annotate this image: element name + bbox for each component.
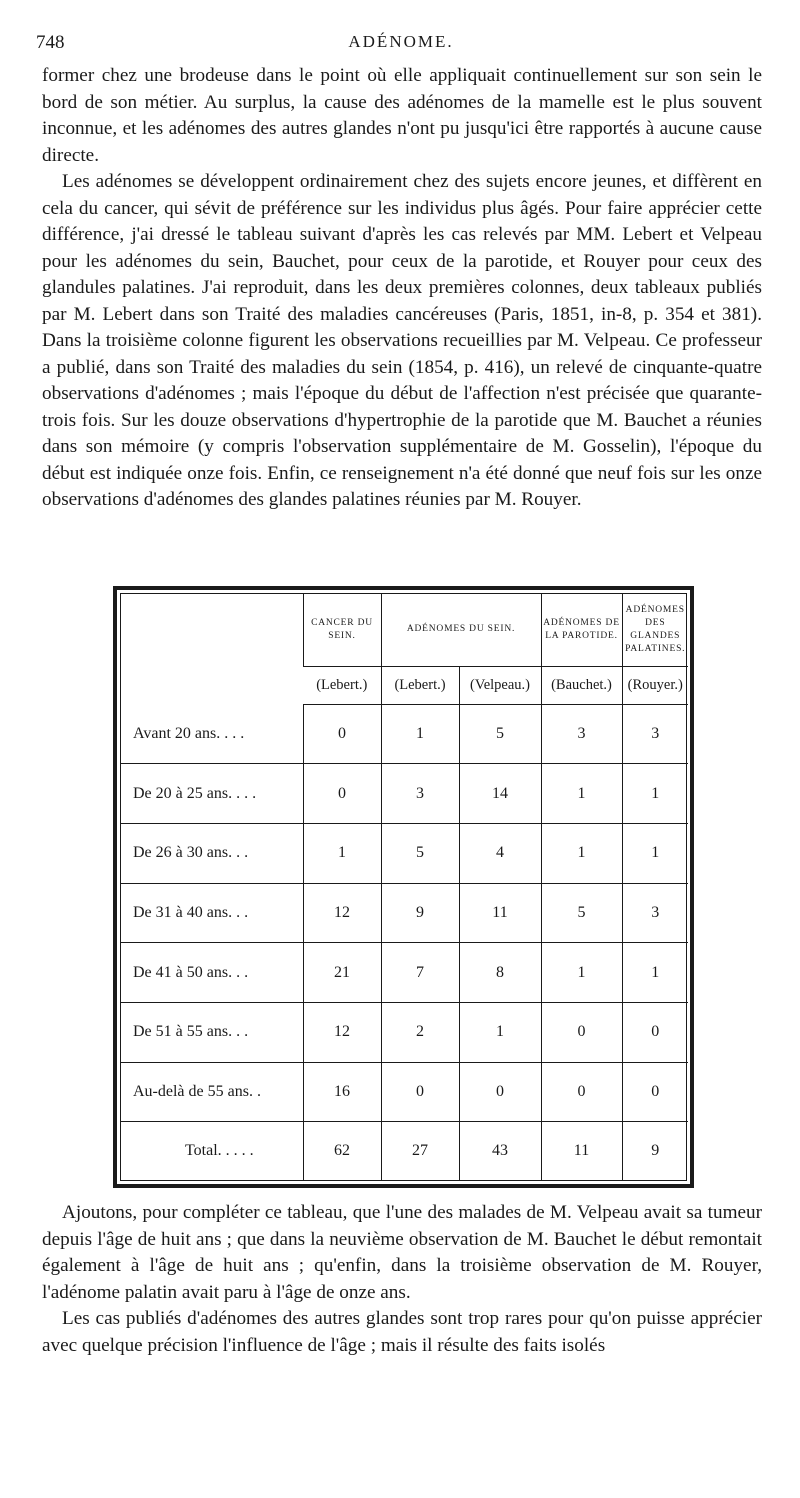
table-cell: 1 bbox=[622, 823, 688, 883]
table-cell: 0 bbox=[459, 1062, 541, 1122]
header-empty-cell bbox=[121, 594, 303, 704]
table-cell: 1 bbox=[541, 823, 622, 883]
table-cell: 0 bbox=[541, 1062, 622, 1122]
table-cell: 5 bbox=[541, 883, 622, 943]
table-row bbox=[121, 704, 688, 764]
table-row bbox=[121, 943, 688, 1003]
table-cell: 1 bbox=[381, 704, 459, 764]
row-label: De 31 à 40 ans. . . bbox=[121, 883, 303, 943]
running-title: ADÉNOME. bbox=[348, 32, 454, 51]
table-row bbox=[121, 823, 688, 883]
page-number: 748 bbox=[36, 32, 65, 53]
table-cell: 0 bbox=[303, 704, 381, 764]
header-cancer-sein: CANCER DU SEIN. bbox=[303, 594, 381, 666]
header-parotide: ADÉNOMES DE LA PAROTIDE. bbox=[541, 594, 622, 666]
table-row bbox=[121, 883, 688, 943]
table-cell: 11 bbox=[459, 883, 541, 943]
table-cell: 3 bbox=[622, 704, 688, 764]
table-row bbox=[121, 1062, 688, 1122]
table-cell: 14 bbox=[459, 764, 541, 824]
table-cell: 1 bbox=[541, 943, 622, 1003]
table-cell: 3 bbox=[381, 764, 459, 824]
age-table bbox=[113, 586, 694, 1188]
table-cell: 0 bbox=[303, 764, 381, 824]
table-cell: 9 bbox=[622, 1122, 688, 1180]
table-row bbox=[121, 1002, 688, 1062]
source-bauchet: (Bauchet.) bbox=[541, 666, 622, 704]
table-cell: 8 bbox=[459, 943, 541, 1003]
row-label: Avant 20 ans. . . . bbox=[121, 704, 303, 764]
table-row bbox=[121, 764, 688, 824]
table-cell: 3 bbox=[622, 883, 688, 943]
row-label: Au-delà de 55 ans. . bbox=[121, 1062, 303, 1122]
table-cell: 0 bbox=[622, 1002, 688, 1062]
table-cell: 43 bbox=[459, 1122, 541, 1180]
paragraph-4: Les cas publiés d'adénomes des autres glandes sont trop rares pour qu'on puisse apprécier avec quelque précision l'influence de l'âge ; mais il résulte des faits isolés bbox=[42, 1308, 762, 1356]
paragraph-3: Ajoutons, pour compléter ce tableau, que l'une des malades de M. Velpeau avait sa tumeur depuis l'âge de huit ans ; que dans la neuvième observation de M. Bauchet le début remontait également à l'âge de huit ans ; qu'enfin, dans la troisième observation de M. Rouyer, l'adénome palatin avait paru à l'âge de onze ans. bbox=[42, 1202, 762, 1303]
row-label: De 26 à 30 ans. . . bbox=[121, 823, 303, 883]
page-header bbox=[36, 32, 766, 58]
table-cell: 11 bbox=[541, 1122, 622, 1180]
table-cell: 0 bbox=[381, 1062, 459, 1122]
header-palatines: ADÉNOMES DES GLANDES PALATINES. bbox=[622, 594, 688, 666]
table-cell: 0 bbox=[541, 1002, 622, 1062]
table-cell: 0 bbox=[622, 1062, 688, 1122]
table-cell: 7 bbox=[381, 943, 459, 1003]
table-cell: 27 bbox=[381, 1122, 459, 1180]
paragraph-1: former chez une brodeuse dans le point où elle appliquait continuellement sur son sein le bord de son métier. Au surplus, la cause des adénomes de la mamelle est le plus souvent inconnue, et les adénomes des autres glandes n'ont pu jusqu'ici être rapportés à aucune cause directe. bbox=[42, 65, 762, 166]
table-cell: 1 bbox=[622, 943, 688, 1003]
table-cell: 4 bbox=[459, 823, 541, 883]
table-cell: 5 bbox=[381, 823, 459, 883]
table-cell: 1 bbox=[459, 1002, 541, 1062]
source-velpeau: (Velpeau.) bbox=[459, 666, 541, 704]
row-label: De 20 à 25 ans. . . . bbox=[121, 764, 303, 824]
table-cell: 2 bbox=[381, 1002, 459, 1062]
table-cell: 21 bbox=[303, 943, 381, 1003]
table-cell: 12 bbox=[303, 1002, 381, 1062]
table-cell: 62 bbox=[303, 1122, 381, 1180]
header-adenomes-sein: ADÉNOMES DU SEIN. bbox=[381, 594, 541, 666]
source-rouyer: (Rouyer.) bbox=[622, 666, 688, 704]
source-lebert-adenome: (Lebert.) bbox=[381, 666, 459, 704]
row-label: De 41 à 50 ans. . . bbox=[121, 943, 303, 1003]
table-cell: 1 bbox=[541, 764, 622, 824]
paragraph-2: Les adénomes se développent ordinairement chez des sujets encore jeunes, et diffèrent en cela du cancer, qui sévit de préférence sur les individus plus âgés. Pour faire apprécier cette différence, j'ai dressé le tableau suivant d'après les cas relevés par MM. Lebert et Velpeau pour les adénomes du sein, Bauchet, pour ceux de la parotide, et Rouyer pour ceux des glandules palatines. J'ai reproduit, dans les deux premières colonnes, deux tableaux publiés par M. Lebert dans son Traité des maladies cancéreuses (Paris, 1851, in-8, p. 354 et 381). Dans la troisième colonne figurent les observations recueillies par M. Velpeau. Ce professeur a publié, dans son Traité des maladies du sein (1854, p. 416), un relevé de cinquante-quatre observations d'adénomes ; mais l'époque du début de l'affection n'est précisée que quarante-trois fois. Sur les douze observations d'hypertrophie de la parotide que M. Bauchet a réunies dans son mémoire (y compris l'observation supplémentaire de M. Gosselin), l'époque du début est indiquée onze fois. Enfin, ce renseignement n'a été donné que neuf fois sur les onze observations d'adénomes des glandes palatines réunies par M. Rouyer. bbox=[42, 171, 762, 510]
table-cell: 3 bbox=[541, 704, 622, 764]
table-cell: 5 bbox=[459, 704, 541, 764]
table-cell: 12 bbox=[303, 883, 381, 943]
table-cell: 9 bbox=[381, 883, 459, 943]
row-label: De 51 à 55 ans. . . bbox=[121, 1002, 303, 1062]
table-cell: 1 bbox=[303, 823, 381, 883]
row-label-total: Total. . . . . bbox=[185, 1142, 254, 1160]
table-row-total bbox=[121, 1122, 688, 1180]
source-lebert-cancer: (Lebert.) bbox=[303, 666, 381, 704]
table-cell: 1 bbox=[622, 764, 688, 824]
table-cell: 16 bbox=[303, 1062, 381, 1122]
age-distribution-table bbox=[121, 594, 688, 1180]
